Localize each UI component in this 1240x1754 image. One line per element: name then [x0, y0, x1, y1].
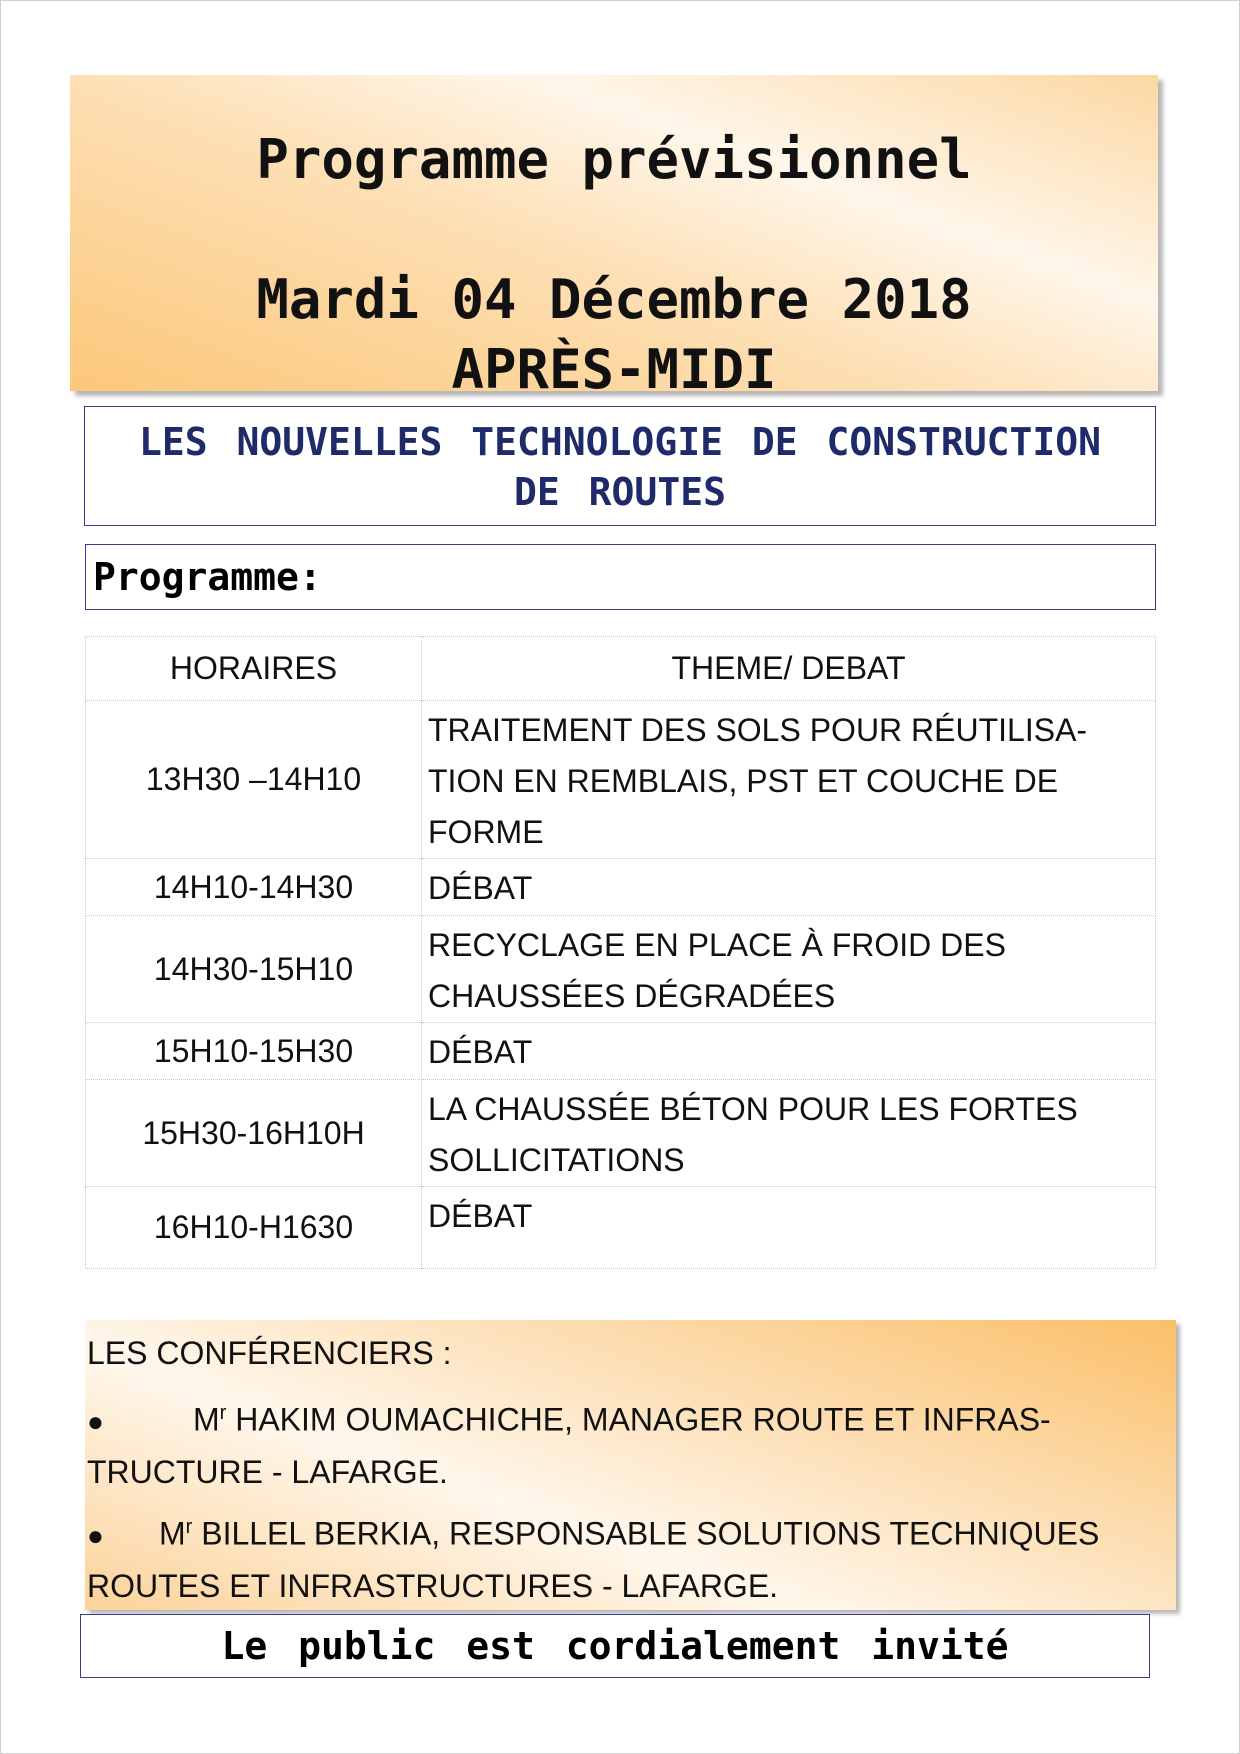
invitation-banner: Le public est cordialement invité	[80, 1614, 1150, 1678]
table-row	[86, 1187, 1156, 1269]
table-row	[86, 859, 1156, 916]
topic-cell	[422, 859, 1156, 916]
column-header-theme: THEME/ DEBAT	[422, 637, 1156, 701]
time-cell: 15H10-15H30	[86, 1023, 422, 1080]
speaker-item	[87, 1502, 1172, 1612]
time-cell: 16H10-H1630	[86, 1187, 422, 1269]
theme-line-2: DE ROUTES	[514, 470, 726, 514]
speakers-box	[85, 1320, 1176, 1610]
topic-line: FORME	[428, 814, 544, 850]
speaker-title-r: r	[219, 1402, 227, 1424]
schedule-table	[85, 636, 1156, 1269]
bullet-icon: ●	[87, 1405, 104, 1437]
time-cell: 15H30-16H10H	[86, 1080, 422, 1187]
speaker-line-1: BILLEL BERKIA, RESPONSABLE SOLUTIONS TECHNIQUES	[201, 1515, 1100, 1552]
page-title: Programme prévisionnel	[256, 128, 972, 191]
topic-line: DÉBAT	[428, 1034, 533, 1070]
topic-line: CHAUSSÉES DÉGRADÉES	[428, 978, 836, 1014]
speaker-line-2: TRUCTURE - LAFARGE.	[87, 1453, 448, 1490]
speaker-line-1: HAKIM OUMACHICHE, MANAGER ROUTE ET INFRAS-	[235, 1401, 1051, 1438]
table-row	[86, 701, 1156, 859]
speaker-item	[87, 1388, 1172, 1498]
topic-line: RECYCLAGE EN PLACE À FROID DES	[428, 927, 1006, 963]
topic-line: LA CHAUSSÉE BÉTON POUR LES FORTES	[428, 1091, 1078, 1127]
speaker-title-m: M	[159, 1515, 186, 1552]
table-row	[86, 916, 1156, 1023]
event-date: Mardi 04 Décembre 2018	[256, 268, 972, 331]
theme-box	[84, 406, 1156, 526]
speaker-title-m: M	[193, 1401, 220, 1438]
speaker-line-2: ROUTES ET INFRASTRUCTURES - LAFARGE.	[87, 1567, 779, 1604]
column-header-horaires: HORAIRES	[86, 637, 422, 701]
topic-cell	[422, 1187, 1156, 1269]
topic-line: DÉBAT	[428, 870, 533, 906]
schedule-header-row	[86, 637, 1156, 701]
bullet-icon: ●	[87, 1519, 104, 1551]
topic-cell	[422, 916, 1156, 1023]
time-cell: 13H30 –14H10	[86, 701, 422, 859]
topic-line: TRAITEMENT DES SOLS POUR RÉUTILISA-	[428, 712, 1088, 748]
event-period: APRÈS-MIDI	[451, 338, 777, 401]
topic-cell	[422, 1023, 1156, 1080]
topic-line: SOLLICITATIONS	[428, 1142, 685, 1178]
time-cell: 14H30-15H10	[86, 916, 422, 1023]
topic-line: TION EN REMBLAIS, PST ET COUCHE DE	[428, 763, 1059, 799]
topic-cell	[422, 1080, 1156, 1187]
time-cell: 14H10-14H30	[86, 859, 422, 916]
topic-line: DÉBAT	[428, 1198, 533, 1234]
speakers-heading: LES CONFÉRENCIERS :	[87, 1335, 452, 1371]
topic-cell	[422, 701, 1156, 859]
speaker-title-r: r	[185, 1516, 193, 1538]
table-row	[86, 1080, 1156, 1187]
header-banner	[70, 75, 1158, 401]
table-row	[86, 1023, 1156, 1080]
theme-line-1: LES NOUVELLES TECHNOLOGIE DE CONSTRUCTION	[139, 420, 1101, 464]
programme-label: Programme:	[85, 544, 1156, 610]
